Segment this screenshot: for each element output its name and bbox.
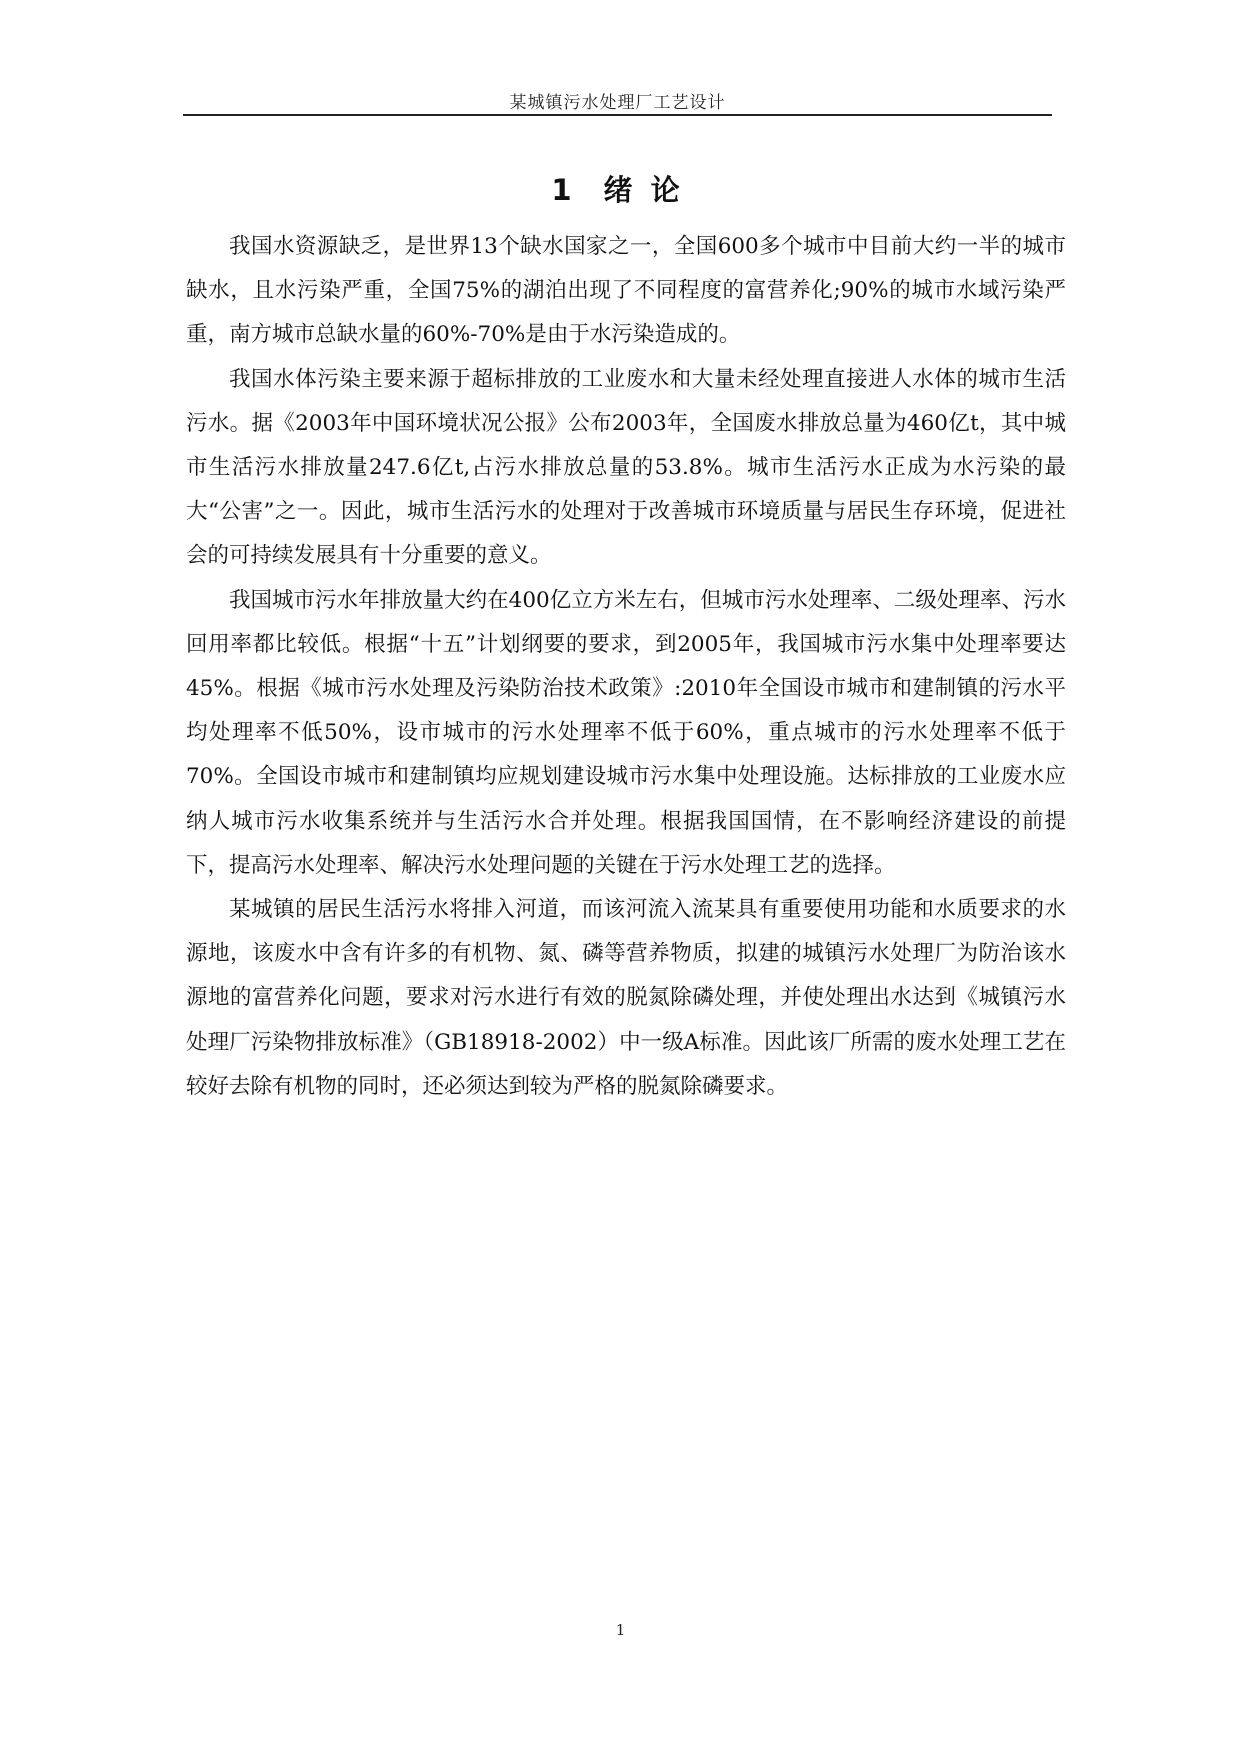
chapter-number: 1 xyxy=(551,173,576,207)
body-text xyxy=(186,225,1066,1109)
running-header-title: 某城镇污水处理厂工艺设计 xyxy=(509,93,726,113)
chapter-title-text: 绪 论 xyxy=(603,173,684,207)
paragraph-3: 我国城市污水年排放量大约在400亿立方米左右，但城市污水处理率、二级处理率、污水回用率都比较低。根据“十五”计划纲要的要求，到2005年，我国城市污水集中处理率要达45%。根据《城市污水处理及污染防治技术政策》:2010年全国设市城市和建制镇的污水平均处理率不低50%，设市城市的污水处理率不低于60%，重点城市的污水处理率不低于70%。全国设市城市和建制镇均应规划建设城市污水集中处理设施。达标排放的工业废水应纳人城市污水收集系统并与生活污水合并处理。根据我国国情，在不影响经济建设的前提下，提高污水处理率、解决污水处理问题的关键在于污水处理工艺的选择。 xyxy=(186,587,1066,878)
header-divider xyxy=(183,114,1052,116)
chapter-heading xyxy=(183,168,1052,209)
paragraph-1: 我国水资源缺乏，是世界13个缺水国家之一，全国600多个城市中目前大约一半的城市缺水，且水污染严重，全国75%的湖泊出现了不同程度的富营养化;90%的城市水域污染严重，南方城市总缺水量的60%-70%是由于水污染造成的。 xyxy=(186,234,1066,348)
paragraph-2: 我国水体污染主要来源于超标排放的工业废水和大量未经处理直接进人水体的城市生活污水。据《2003年中国环境状况公报》公布2003年，全国废水排放总量为460亿t，其中城市生活污水排放量247.6亿t,占污水排放总量的53.8%。城市生活污水正成为水污染的最大“公害”之一。因此，城市生活污水的处理对于改善城市环境质量与居民生存环境，促进社会的可持续发展具有十分重要的意义。 xyxy=(186,366,1066,569)
paragraph-4: 某城镇的居民生活污水将排入河道，而该河流入流某具有重要使用功能和水质要求的水源地，该废水中含有许多的有机物、氮、磷等营养物质，拟建的城镇污水处理厂为防治该水源地的富营养化问题，要求对污水进行有效的脱氮除磷处理，并使处理出水达到《城镇污水处理厂污染物排放标准》（GB18918-2002）中一级A标准。因此该厂所需的废水处理工艺在较好去除有机物的同时，还必须达到较为严格的脱氮除磷要求。 xyxy=(186,897,1066,1099)
page-number: 1 xyxy=(615,1621,626,1639)
